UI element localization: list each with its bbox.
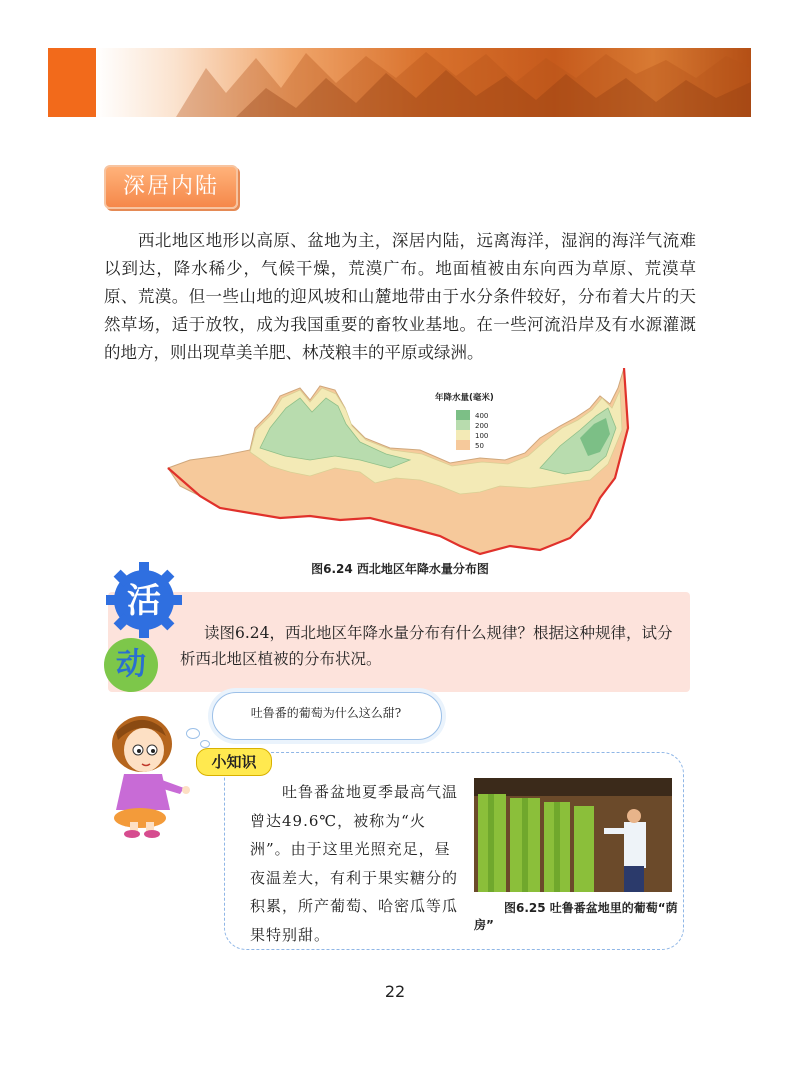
grape-drying-house-photo — [474, 778, 672, 892]
legend-label: 100 — [475, 432, 489, 440]
knowledge-text: 吐鲁番盆地夏季最高气温曾达49.6℃，被称为“火洲”。由于这里光照充足，昼夜温差大，有利于果实糖分的积累，所产葡萄、哈密瓜等瓜果特别甜。 — [250, 783, 459, 944]
banner-accent — [48, 48, 96, 117]
map-legend — [435, 392, 494, 450]
legend-label: 400 — [475, 412, 489, 420]
bubble-question: 吐鲁番的葡萄为什么这么甜? — [250, 706, 402, 720]
knowledge-label: 小知识 — [196, 748, 272, 776]
body-paragraph: 西北地区地形以高原、盆地为主，深居内陆，远离海洋，湿润的海洋气流难以到达，降水稀少，气候干燥，荒漠广布。地面植被由东向西为草原、荒漠草原、荒漠。但一些山地的迎风坡和山麓地带由于水分条件较好，分布着大片的天然草场，适于放牧，成为我国重要的畜牧业基地。在一些河流沿岸及有水源灌溉的地方，则出现草美羊肥、林茂粮丰的平原或绿洲。 — [104, 231, 696, 362]
page-number: 22 — [384, 982, 406, 1001]
bubble-dot — [200, 740, 210, 748]
girl-illustration — [100, 710, 200, 840]
banner-rock-texture — [96, 48, 751, 117]
activity-char-2: 动 — [104, 638, 158, 692]
legend-label: 50 — [475, 442, 484, 450]
activity-gear-icon — [104, 560, 184, 640]
section-title: 深居内陆 — [104, 165, 238, 209]
legend-label: 200 — [475, 422, 489, 430]
precipitation-map — [160, 368, 630, 558]
legend-title: 年降水量(毫米) — [435, 393, 494, 403]
header-banner — [48, 48, 751, 117]
photo-caption: 图6.25 吐鲁番盆地里的葡萄“荫房” — [474, 901, 678, 932]
activity-char-1: 活 — [127, 581, 161, 621]
map-caption: 图6.24 西北地区年降水量分布图 — [311, 562, 489, 576]
activity-text: 读图6.24，西北地区年降水量分布有什么规律？根据这种规律，试分析西北地区植被的分布状况。 — [180, 624, 673, 668]
